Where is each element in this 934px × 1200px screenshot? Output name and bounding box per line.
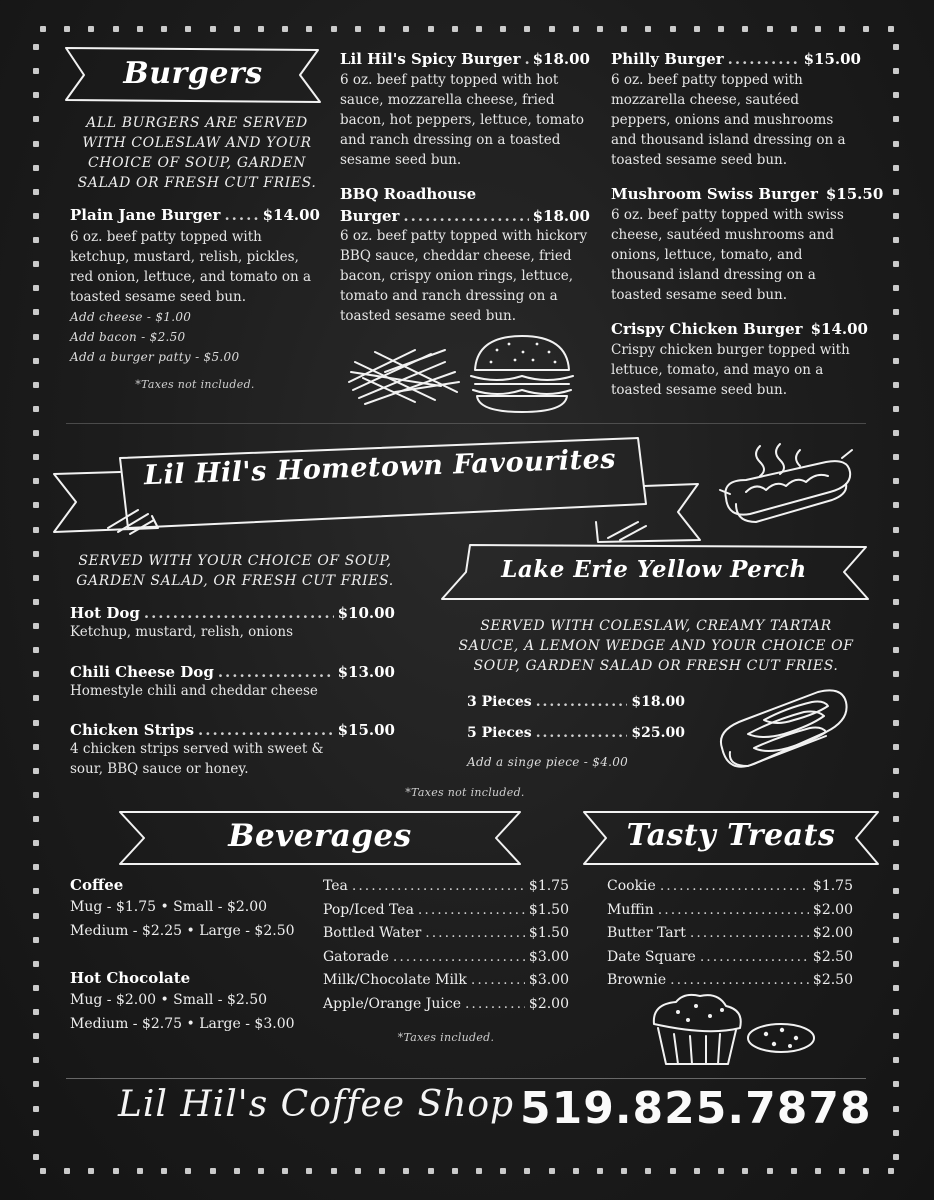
border-dot	[33, 961, 39, 967]
addon-patty: Add a burger patty - $5.00	[70, 350, 240, 364]
border-dot	[767, 1168, 773, 1174]
border-dot	[893, 92, 899, 98]
hotdog-icon	[716, 440, 858, 530]
border-dot	[694, 26, 700, 32]
item-price: $15.50	[825, 185, 884, 203]
border-dot	[893, 599, 899, 605]
border-dot	[893, 888, 899, 894]
border-dot	[64, 26, 70, 32]
border-dot	[428, 1168, 434, 1174]
item-name: Mushroom Swiss Burger	[611, 185, 818, 203]
border-dot	[893, 454, 899, 460]
border-dot	[331, 26, 337, 32]
menu-item-plain-jane	[70, 206, 320, 367]
item-price: $14.00	[262, 206, 320, 224]
border-dots-top	[40, 26, 894, 32]
border-dot	[306, 1168, 312, 1174]
item-description: Ketchup, mustard, relish, onions	[70, 624, 294, 640]
border-dot	[893, 527, 899, 533]
border-dot	[524, 1168, 530, 1174]
border-dot	[185, 26, 191, 32]
border-dot	[621, 26, 627, 32]
drink-row	[323, 993, 569, 1017]
drink-price: $1.50	[528, 925, 569, 941]
item-price: $18.00	[631, 694, 685, 710]
drink-price: $2.00	[528, 995, 569, 1012]
border-dot	[694, 1168, 700, 1174]
item-price: $15.00	[337, 721, 395, 739]
border-dot	[549, 26, 555, 32]
border-dot	[355, 1168, 361, 1174]
coffee-block	[70, 876, 310, 943]
border-dot	[742, 1168, 748, 1174]
fish-platter-icon	[714, 686, 850, 774]
border-dot	[379, 1168, 385, 1174]
border-dot	[893, 1009, 899, 1015]
border-dot	[33, 165, 39, 171]
border-dot	[893, 141, 899, 147]
border-dot	[893, 358, 899, 364]
border-dot	[33, 116, 39, 122]
border-dot	[791, 26, 797, 32]
item-name: Philly Burger	[611, 50, 724, 68]
border-dot	[113, 1168, 119, 1174]
border-dot	[33, 1081, 39, 1087]
muffin-icon	[648, 990, 748, 1070]
menu-item-spicy-burger	[340, 50, 590, 170]
border-dot	[893, 1154, 899, 1160]
border-dot	[893, 720, 899, 726]
item-name: Hot Dog	[70, 604, 140, 622]
border-dot	[137, 26, 143, 32]
addon-bacon: Add bacon - $2.50	[70, 330, 186, 344]
drink-name: Pop/Iced Tea	[323, 901, 414, 918]
border-dot	[40, 26, 46, 32]
drink-row	[323, 922, 569, 946]
border-dot	[893, 478, 899, 484]
border-dot	[33, 454, 39, 460]
border-dot	[33, 671, 39, 677]
border-dot	[839, 26, 845, 32]
border-dot	[403, 26, 409, 32]
burgers-intro: ALL BURGERS ARE SERVED WITH COLESLAW AND YOUR CHOICE OF SOUP, GARDEN SALAD OR FRESH CUT FRIES.	[77, 115, 317, 191]
border-dot	[33, 1130, 39, 1136]
border-dot	[670, 26, 676, 32]
footer-phone: 519.825.7878	[520, 1083, 872, 1134]
border-dot	[33, 430, 39, 436]
border-dot	[234, 1168, 240, 1174]
burgers-tax-note: *Taxes not included.	[135, 378, 255, 391]
border-dot	[893, 961, 899, 967]
perch-addon: Add a singe piece - $4.00	[467, 755, 629, 769]
border-dot	[137, 1168, 143, 1174]
border-dot	[893, 406, 899, 412]
border-dot	[33, 213, 39, 219]
border-dot	[33, 189, 39, 195]
border-dot	[33, 913, 39, 919]
border-dot	[452, 1168, 458, 1174]
border-dot	[113, 26, 119, 32]
treat-price: $2.50	[812, 972, 853, 988]
hot-chocolate-name: Hot Chocolate	[70, 969, 191, 987]
border-dot	[893, 913, 899, 919]
menu-item-chili-cheese-dog	[70, 663, 395, 701]
border-dot	[893, 768, 899, 774]
border-dot	[573, 1168, 579, 1174]
border-dot	[379, 26, 385, 32]
treat-name: Muffin	[607, 901, 654, 918]
border-dot	[33, 382, 39, 388]
item-description: 4 chicken strips served with sweet & sour, BBQ sauce or honey.	[70, 741, 324, 777]
menu-item-mushroom-swiss	[611, 185, 884, 305]
treat-price: $2.00	[812, 901, 853, 918]
border-dot	[403, 1168, 409, 1174]
border-dot	[815, 1168, 821, 1174]
border-dot	[33, 527, 39, 533]
border-dot	[88, 26, 94, 32]
item-description: Crispy chicken burger topped with lettuce, tomato, and mayo on a toasted sesame seed bun.	[611, 342, 850, 398]
border-dot	[33, 575, 39, 581]
menu-item-hot-dog	[70, 604, 395, 642]
drink-name: Gatorade	[323, 948, 389, 965]
footer-shop-name: Lil Hil's Coffee Shop	[118, 1084, 515, 1125]
favourites-title: Lil Hil's Hometown Favourites	[143, 443, 617, 492]
drink-name: Milk/Chocolate Milk	[323, 972, 467, 988]
border-dot	[258, 26, 264, 32]
item-name-cont: Burger	[340, 207, 400, 225]
item-name: BBQ Roadhouse	[340, 185, 477, 203]
border-dots-bottom	[40, 1168, 894, 1174]
border-dot	[893, 68, 899, 74]
border-dot	[893, 1033, 899, 1039]
border-dot	[893, 816, 899, 822]
perch-5-pieces	[467, 725, 685, 741]
drink-row	[323, 875, 569, 899]
item-name: Plain Jane Burger	[70, 206, 221, 224]
treat-price: $2.00	[812, 925, 853, 941]
border-dot	[33, 358, 39, 364]
drink-name: Tea	[323, 878, 348, 894]
drink-row	[323, 899, 569, 923]
item-name: 5 Pieces	[467, 725, 532, 741]
border-dot	[500, 26, 506, 32]
menu-item-crispy-chicken	[611, 320, 868, 400]
border-dot	[306, 26, 312, 32]
border-dots-left	[33, 44, 41, 1160]
treat-price: $2.50	[812, 948, 853, 965]
border-dot	[33, 1154, 39, 1160]
border-dot	[893, 937, 899, 943]
treats-list	[607, 875, 853, 993]
border-dot	[210, 26, 216, 32]
border-dot	[893, 261, 899, 267]
border-dot	[893, 792, 899, 798]
favourites-intro: SERVED WITH YOUR CHOICE OF SOUP, GARDEN SALAD, OR FRESH CUT FRIES.	[76, 553, 394, 589]
item-description: 6 oz. beef patty topped with hot sauce, mozzarella cheese, fried bacon, hot peppers, lettuce, tomato and ranch dressing on a toasted sesame seed bun.	[340, 72, 585, 168]
border-dot	[33, 478, 39, 484]
item-price: $13.00	[337, 663, 395, 681]
border-dot	[893, 116, 899, 122]
border-dot	[893, 309, 899, 315]
treat-row	[607, 899, 853, 923]
border-dot	[767, 26, 773, 32]
item-price: $10.00	[337, 604, 395, 622]
beverages-tax-note: *Taxes included.	[397, 1031, 495, 1044]
border-dot	[282, 1168, 288, 1174]
favourites-tax-note: *Taxes not included.	[405, 786, 525, 799]
drink-price: $1.50	[528, 901, 569, 918]
border-dot	[893, 165, 899, 171]
border-dot	[161, 1168, 167, 1174]
border-dot	[33, 985, 39, 991]
item-price: $18.00	[532, 207, 590, 225]
border-dot	[33, 888, 39, 894]
border-dot	[234, 26, 240, 32]
border-dot	[893, 840, 899, 846]
coffee-name: Coffee	[70, 876, 124, 894]
border-dot	[645, 26, 651, 32]
border-dot	[893, 334, 899, 340]
border-dot	[893, 744, 899, 750]
border-dot	[893, 695, 899, 701]
border-dot	[893, 575, 899, 581]
treat-name: Brownie	[607, 972, 667, 988]
drink-price: $3.00	[528, 948, 569, 965]
item-description: Homestyle chili and cheddar cheese	[70, 683, 318, 699]
border-dot	[893, 623, 899, 629]
border-dot	[893, 1057, 899, 1063]
border-dot	[573, 26, 579, 32]
item-name: Chicken Strips	[70, 721, 195, 739]
drink-name: Bottled Water	[323, 925, 422, 941]
perch-intro: SERVED WITH COLESLAW, CREAMY TARTAR SAUCE, A LEMON WEDGE AND YOUR CHOICE OF SOUP, GARDEN SALAD OR FRESH CUT FRIES.	[458, 618, 854, 674]
section-divider	[66, 423, 866, 424]
border-dot	[33, 1009, 39, 1015]
border-dot	[355, 26, 361, 32]
border-dot	[33, 768, 39, 774]
border-dot	[621, 1168, 627, 1174]
border-dot	[33, 309, 39, 315]
border-dot	[597, 1168, 603, 1174]
item-description: 6 oz. beef patty topped with mozzarella cheese, sautéed peppers, onions and mushrooms and thousand island dressing on a toasted sesame seed bun.	[611, 72, 846, 168]
border-dot	[33, 792, 39, 798]
drink-row	[323, 946, 569, 970]
border-dot	[645, 1168, 651, 1174]
border-dot	[33, 720, 39, 726]
item-price: $18.00	[532, 50, 590, 68]
border-dot	[893, 502, 899, 508]
item-price: $25.00	[631, 725, 685, 741]
border-dot	[863, 26, 869, 32]
border-dot	[33, 1057, 39, 1063]
border-dot	[33, 92, 39, 98]
drink-price: $1.75	[528, 878, 569, 894]
border-dot	[893, 237, 899, 243]
addon-cheese: Add cheese - $1.00	[70, 310, 192, 324]
hot-chocolate-sizes-2: Medium - $2.75 • Large - $3.00	[70, 1015, 295, 1032]
border-dot	[33, 816, 39, 822]
border-dot	[893, 430, 899, 436]
border-dot	[33, 744, 39, 750]
treat-row	[607, 969, 853, 993]
border-dot	[185, 1168, 191, 1174]
border-dot	[33, 840, 39, 846]
border-dot	[839, 1168, 845, 1174]
beverages-title: Beverages	[228, 818, 412, 854]
footer-divider	[66, 1078, 866, 1079]
coffee-sizes-1: Mug - $1.75 • Small - $2.00	[70, 899, 268, 915]
border-dot	[815, 26, 821, 32]
item-description: 6 oz. beef patty topped with hickory BBQ sauce, cheddar cheese, fried bacon, crispy onion rings, lettuce, tomato and ranch dressing on a toasted sesame seed bun.	[340, 228, 588, 324]
border-dot	[33, 502, 39, 508]
border-dot	[33, 551, 39, 557]
border-dots-right	[893, 44, 901, 1160]
treat-name: Cookie	[607, 878, 656, 894]
border-dot	[33, 1106, 39, 1112]
border-dot	[893, 647, 899, 653]
hot-chocolate-block	[70, 969, 310, 1036]
item-price: $15.00	[803, 50, 861, 68]
border-dot	[742, 26, 748, 32]
border-dot	[161, 26, 167, 32]
border-dot	[33, 647, 39, 653]
burgers-title: Burgers	[123, 56, 263, 91]
cookie-icon	[744, 1020, 818, 1056]
treat-name: Butter Tart	[607, 925, 686, 941]
border-dot	[893, 1130, 899, 1136]
border-dot	[282, 26, 288, 32]
border-dot	[33, 599, 39, 605]
border-dot	[888, 1168, 894, 1174]
item-description: 6 oz. beef patty topped with ketchup, mustard, relish, pickles, red onion, lettuce, and tomato on a toasted sesame seed bun.	[70, 229, 311, 305]
border-dot	[893, 44, 899, 50]
drink-name: Apple/Orange Juice	[323, 995, 461, 1012]
treats-title: Tasty Treats	[626, 818, 836, 853]
border-dot	[33, 44, 39, 50]
border-dot	[331, 1168, 337, 1174]
border-dot	[33, 864, 39, 870]
border-dot	[33, 937, 39, 943]
border-dot	[893, 285, 899, 291]
border-dot	[893, 213, 899, 219]
border-dot	[670, 1168, 676, 1174]
border-dot	[452, 26, 458, 32]
border-dot	[40, 1168, 46, 1174]
border-dot	[258, 1168, 264, 1174]
border-dot	[500, 1168, 506, 1174]
border-dot	[524, 26, 530, 32]
treat-price: $1.75	[812, 878, 853, 894]
menu-item-chicken-strips	[70, 721, 395, 779]
border-dot	[428, 26, 434, 32]
item-description: 6 oz. beef patty topped with swiss cheese, sautéed mushrooms and onions, lettuce, tomato, and thousand island dressing on a toasted sesame seed bun.	[611, 207, 844, 303]
border-dot	[33, 68, 39, 74]
border-dot	[64, 1168, 70, 1174]
fries-icon	[345, 342, 463, 408]
drinks-list	[323, 875, 569, 1016]
border-dot	[791, 1168, 797, 1174]
drink-price: $3.00	[528, 972, 569, 988]
treat-name: Date Square	[607, 948, 696, 965]
border-dot	[210, 1168, 216, 1174]
treat-row	[607, 946, 853, 970]
border-dot	[893, 551, 899, 557]
burger-icon	[467, 332, 577, 416]
border-dot	[476, 1168, 482, 1174]
drink-row	[323, 969, 569, 993]
border-dot	[718, 1168, 724, 1174]
border-dot	[893, 985, 899, 991]
border-dot	[597, 26, 603, 32]
border-dot	[33, 285, 39, 291]
border-dot	[33, 406, 39, 412]
border-dot	[893, 1081, 899, 1087]
item-price: $14.00	[810, 320, 868, 338]
treat-row	[607, 875, 853, 899]
item-name: 3 Pieces	[467, 694, 532, 710]
border-dot	[893, 189, 899, 195]
border-dot	[33, 623, 39, 629]
coffee-sizes-2: Medium - $2.25 • Large - $2.50	[70, 922, 295, 939]
menu-item-philly-burger	[611, 50, 861, 170]
border-dot	[893, 864, 899, 870]
treat-row	[607, 922, 853, 946]
item-name: Lil Hil's Spicy Burger	[340, 50, 521, 68]
border-dot	[893, 671, 899, 677]
item-name: Chili Cheese Dog	[70, 663, 214, 681]
border-dot	[893, 1106, 899, 1112]
border-dot	[33, 261, 39, 267]
border-dot	[893, 382, 899, 388]
border-dot	[863, 1168, 869, 1174]
menu-item-bbq-roadhouse	[340, 185, 590, 326]
border-dot	[888, 26, 894, 32]
border-dot	[33, 237, 39, 243]
border-dot	[33, 334, 39, 340]
hot-chocolate-sizes-1: Mug - $2.00 • Small - $2.50	[70, 992, 268, 1008]
border-dot	[33, 1033, 39, 1039]
item-name: Crispy Chicken Burger	[611, 320, 803, 338]
border-dot	[33, 695, 39, 701]
perch-3-pieces	[467, 694, 685, 710]
border-dot	[549, 1168, 555, 1174]
border-dot	[718, 26, 724, 32]
border-dot	[33, 141, 39, 147]
border-dot	[476, 26, 482, 32]
perch-title: Lake Erie Yellow Perch	[501, 556, 807, 583]
border-dot	[88, 1168, 94, 1174]
